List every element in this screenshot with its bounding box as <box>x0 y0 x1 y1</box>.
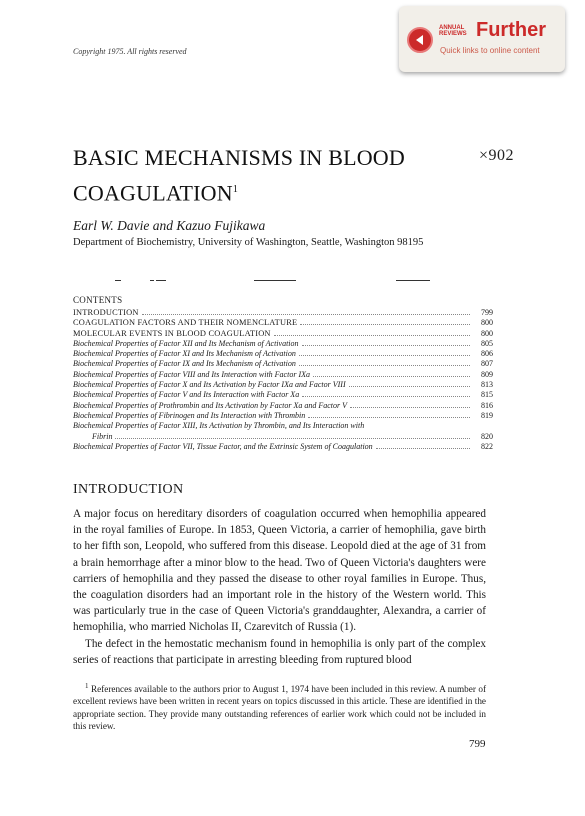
play-arrow-icon <box>407 27 433 53</box>
further-badge[interactable] <box>399 6 565 72</box>
article-code: ×902 <box>479 147 515 164</box>
toc-leader-dots <box>308 411 470 418</box>
further-logo-text: Further <box>476 19 546 41</box>
section-heading-introduction: INTRODUCTION <box>73 482 184 497</box>
toc-leader-dots <box>115 432 470 439</box>
toc-entry-title: Biochemical Properties of Factor V and Its Interaction with Factor Xa <box>73 390 300 400</box>
title-footnote-mark: 1 <box>232 184 239 195</box>
toc-entry-page: 800 <box>481 318 493 328</box>
toc-leader-dots <box>274 329 470 336</box>
toc-entry-page: 807 <box>481 359 493 369</box>
toc-entry-page: 809 <box>481 369 493 379</box>
introduction-body <box>73 506 486 668</box>
toc-entry-title: INTRODUCTION <box>73 308 139 317</box>
toc-entry-page: 805 <box>481 338 493 348</box>
toc-entry-page: 822 <box>481 441 493 451</box>
annual-reviews-logo: ANNUAL REVIEWS <box>439 25 467 37</box>
toc-entry <box>73 401 493 411</box>
toc-entry-page: 816 <box>481 400 493 410</box>
divider <box>115 280 121 281</box>
toc-entry-title: Biochemical Properties of Factor IX and Its Mechanism of Activation <box>73 359 296 369</box>
toc-leader-dots <box>376 442 470 449</box>
toc-entry-title: Biochemical Properties of Factor XII and Its Mechanism of Activation <box>73 338 299 348</box>
toc-entry <box>73 380 493 390</box>
copyright-notice: Copyright 1975. All rights reserved <box>73 47 187 56</box>
paragraph: The defect in the hemostatic mechanism found in hemophilia is only part of the complex series of reactions that participate in arresting bleeding from ruptured blood <box>73 637 486 666</box>
toc-entry-title: Biochemical Properties of Fibrinogen and Its Interaction with Thrombin <box>73 410 306 420</box>
toc-entry-page: 799 <box>481 308 493 317</box>
toc-leader-dots <box>299 359 470 366</box>
toc-entry <box>73 318 493 328</box>
divider <box>156 280 166 281</box>
page-number: 799 <box>469 738 486 750</box>
toc-entry <box>73 421 493 431</box>
toc-leader-dots <box>349 380 470 387</box>
toc-entry <box>73 329 493 339</box>
toc-entry <box>73 442 493 452</box>
toc-leader-dots <box>302 390 470 397</box>
toc-leader-dots <box>300 318 470 325</box>
paragraph: A major focus on hereditary disorders of coagulation occurred when hemophilia appeared in the royal families of Europe. In 1853, Queen Victoria, a carrier of hemophilia, gave birth to her fifth son, Leopold, who suffered from this disease. Leopold died at the age of 31 from a brain hemorrhage after a minor blow to the head. Two of Queen Victoria's daughters were carriers of hemophilia and they passed the disease to other royal families in Europe. Thus, the coagulation disorders had an important role in the history of the Western world. This was particularly true in the case of Queen Victoria's granddaughter, Alexandra, a carrier of hemophilia, who married Nicholas II, Czarevitch of Russia (1). <box>73 508 487 634</box>
toc-entry-page: 800 <box>481 328 493 338</box>
toc-entry <box>73 349 493 359</box>
toc-entry-page: 815 <box>481 390 493 400</box>
divider <box>396 280 430 281</box>
toc-entry-title: Biochemical Properties of Factor XIII, Its Activation by Thrombin, and Its Interaction with <box>73 421 365 431</box>
footnote: $^1$ References available to the authors prior to August 1, 1974 have been included in this review. A number of excellent reviews have been written in recent years on topics discussed in this article. These are identified in the appropriate section. They provide many outstanding references of earlier work which could not be included in this review. <box>73 682 487 732</box>
toc-leader-dots <box>367 422 470 428</box>
toc-entry-page: 820 <box>481 431 493 441</box>
divider <box>150 280 154 281</box>
affiliation: Department of Biochemistry, University of Washington, Seattle, Washington 98195 <box>73 237 424 248</box>
toc-entry-page: 819 <box>481 410 493 420</box>
toc-leader-dots <box>313 370 470 377</box>
authors: Earl W. Davie and Kazuo Fujikawa <box>73 218 266 233</box>
toc-entry-title: Biochemical Properties of Factor X and Its Activation by Factor IXa and Factor VIII <box>73 380 346 390</box>
footnote-mark: 1 <box>85 682 89 690</box>
toc-entry-page: 813 <box>481 380 493 390</box>
toc-leader-dots <box>142 308 470 315</box>
toc-entry <box>73 432 493 442</box>
divider <box>254 280 296 281</box>
toc-leader-dots <box>299 349 470 356</box>
toc-entry-title: COAGULATION FACTORS AND THEIR NOMENCLATURE <box>73 318 298 328</box>
toc-entry <box>73 339 493 349</box>
toc-entry <box>73 359 493 369</box>
further-subtitle[interactable]: Quick links to online content <box>440 46 540 55</box>
toc-entry-page: 806 <box>481 349 493 359</box>
toc-entry-title: Fibrin <box>92 431 113 441</box>
toc-entry-title: MOLECULAR EVENTS IN BLOOD COAGULATION <box>73 328 271 338</box>
toc-leader-dots <box>302 339 470 346</box>
toc-entry-title: Biochemical Properties of Factor XI and Its Mechanism of Activation <box>73 349 296 359</box>
toc-entry <box>73 370 493 380</box>
toc-entry <box>73 390 493 400</box>
contents-heading: CONTENTS <box>73 295 123 305</box>
toc-entry-title: Biochemical Properties of Factor VIII and Its Interaction with Factor IXa <box>73 369 310 379</box>
toc-entry <box>73 308 493 318</box>
article-title: BASIC MECHANISMS IN BLOOD COAGULATION$^1$ <box>73 145 405 206</box>
toc-leader-dots <box>350 401 470 408</box>
toc-entry-title: Biochemical Properties of Prothrombin and Its Activation by Factor Xa and Factor V <box>73 400 348 410</box>
toc-entry-title: Biochemical Properties of Factor VII, Tissue Factor, and the Extrinsic System of Coagulation <box>73 441 373 451</box>
table-of-contents <box>73 308 493 452</box>
toc-entry <box>73 411 493 421</box>
